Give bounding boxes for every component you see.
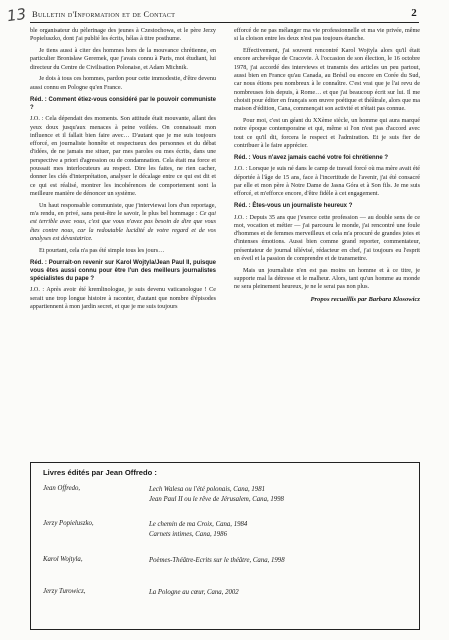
book-author: Karol Wojtyla, xyxy=(43,556,83,563)
right-column-question: Réd. : Vous n'avez jamais caché votre foi chrétienne ? xyxy=(234,154,389,161)
running-header xyxy=(30,6,419,23)
left-column-paragraph: ble organisateur du pèlerinage des jeunes à Czestochowa, et le père Jerzy Popieluszko, dont j'ai publié les écrits, hélas à titre posthume. xyxy=(30,28,216,43)
right-column-paragraph: Mais un journaliste n'en est pas moins un homme et à ce titre, je supporte mal la détresse et le malheur. Alors, tant qu'un homme au monde ne sera pleinement heureux, je ne le serai pas non plus. xyxy=(234,267,420,291)
book-title: La Pologne au cœur, Cana, 2002 xyxy=(149,589,239,596)
book-titles xyxy=(149,520,409,539)
page-number: 2 xyxy=(411,7,417,19)
left-column-paragraph: Je tiens aussi à citer des hommes hors de la mouvance chrétienne, en particulier Bronisław Geremek, que j'avais connu à Paris, moi étudiant, lui directeur du Centre de Civilisation Polonaise, et Adam Michnik. xyxy=(30,48,216,71)
right-column-question: Réd. : Êtes-vous un journaliste heureux ? xyxy=(234,202,353,209)
right-column-paragraph: efforcé de ne pas mélanger ma vie professionnelle et ma vie privée, même si la cloison entre les deux n'est pas toujours étanche. xyxy=(234,28,420,43)
book-titles xyxy=(149,485,409,504)
left-column xyxy=(30,27,216,457)
book-title: Carnets intimes, Cana, 1986 xyxy=(149,530,227,538)
book-author: Jean Offredo, xyxy=(43,485,81,492)
books-box xyxy=(30,462,420,630)
right-column-paragraph: J.O. : Depuis 35 ans que j'exerce cette profession — au double sens de ce mot, vocation et métier — j'ai parcouru le monde, j'ai rencontré une foule d'hommes et de femmes merveilleux et cela m'a procuré de grandes joies et d'intenses émotions. Aussi bien comme grand reporter, commentateur, présentateur de journal télévisé, rédacteur en chef, j'ai toujours eu l'esprit en éveil et la passion de comprendre et de transmettre. xyxy=(234,214,420,263)
book-titles xyxy=(149,588,409,598)
left-column-question: Réd. : Pourrait-on revenir sur Karol Wojtyla/Jean Paul II, puisque vous êtes aussi connu pour être l'un des meilleurs journalistes spécialistes du pape ? xyxy=(30,259,216,282)
left-column-paragraph: J.O. : Après avoir été kremlinologue, je suis devenu vaticanologue ! Ce serait une trop longue histoire à raconter, d'autant que nombre d'épisodes appartiennent à mon jardin secret, et que je me suis toujours xyxy=(30,287,216,310)
right-column-paragraph: Pour moi, c'est un géant du XXème siècle, un homme qui aura marqué notre époque contemporaine et qui, même si l'on n'est pas d'accord avec tout ce qu'il dit, forcera le respect et l'admiration. Et je suis fier de contribuer à le faire apprécier. xyxy=(234,117,420,149)
book-title: Le chemin de ma Croix, Cana, 1984 xyxy=(149,521,248,528)
book-title: Poèmes-Théâtre-Ecrits sur le théâtre, Cana, 1998 xyxy=(149,557,285,564)
left-column-paragraph: Je dois à tous ces hommes, pardon pour cette immodestie, d'être devenu aussi connu en Pologne qu'en France. xyxy=(30,76,216,91)
book-title: Jean Paul II ou le rêve de Jérusalem, Cana, 1998 xyxy=(149,495,284,503)
left-column-question: Réd. : Comment étiez-vous considéré par le pouvoir communiste ? xyxy=(30,96,216,111)
header-title: Bulletin d'Information et de Contact xyxy=(32,9,176,19)
article-body xyxy=(30,27,420,457)
book-titles xyxy=(149,556,409,566)
right-column-paragraph: J.O. : Lorsque je suis né dans le camp de travail forcé où ma mère avait été déportée à l'âge de 15 ans, face à l'incertitude de l'avenir, j'ai été consacré par elle et mon père à Notre Dame de Jasna Góra et à Son fils. Je me suis efforcé, et m'efforce encore, d'être fidèle à cet engagement. xyxy=(234,166,420,198)
right-column xyxy=(234,27,420,457)
left-column-paragraph: Un haut responsable communiste, que j'interviewai lors d'un reportage, m'a rendu, en privé, sans peut-être le savoir, le plus bel hommage : Ce qui est terrible avec vous, c'est que vous n'avez pas besoin de dire que vous êtes contre nous, car la redoutable lucidité de votre regard et de vos analyses est dévastatrice. xyxy=(30,202,216,242)
book-title: Lech Walesa ou l'été polonais, Cana, 1981 xyxy=(149,486,265,493)
book-author: Jerzy Popieluszko, xyxy=(43,520,94,527)
left-column-paragraph: J.O. : Cela dépendait des moments. Son attitude était mouvante, allant des yeux doux jusqu'aux menaces à peine voilées. On connaissait mon influence et il fallait bien faire avec… D'autant que je me suis toujours efforcé, en journaliste honnête et respectueux des personnes et du débat d'idées, de ne jamais me situer, par mes paroles ou mes écrits, dans une perspective a priori d'agression ou de condamnation. Cela était ma force et poussait mes interlocuteurs au respect. Dire les faites, ne rien cacher, donner les clés d'interprétation, analyser le décalage entre ce qui est dit et ce qui est réalisé, montrer les incohérences de comportement sont la meilleure manière de dénoncer un système. xyxy=(30,116,216,197)
right-column-signature: Propos recueillis par Barbara Klosowicz xyxy=(310,295,420,303)
right-column-paragraph: Effectivement, j'ai souvent rencontré Karol Wojtyla alors qu'il était encore archevêque de Cracovie. À l'occasion de son élection, le 16 octobre 1978, j'ai accordé des interviews et transmis des articles un peu partout, aussi bien en France qu'au Canada, au Brésil ou encore en Corée du Sud, car nous étions peu nombreux à le connaître. C'est vrai que je l'ai revu de nombreuses fois depuis, à Rome… et que j'ai beaucoup écrit sur lui. Il me choisit pour éditer en français son œuvre poétique et théâtrale, alors que ma maison d'édition, Cana, commençait son activité et n'était pas connue. xyxy=(234,48,420,113)
handwritten-page-number: 13 xyxy=(5,4,28,26)
left-column-paragraph: Et pourtant, cela n'a pas été simple tous les jours… xyxy=(39,247,165,254)
book-author: Jerzy Turowicz, xyxy=(43,588,86,595)
books-box-title: Livres édités par Jean Offredo : xyxy=(43,468,157,477)
